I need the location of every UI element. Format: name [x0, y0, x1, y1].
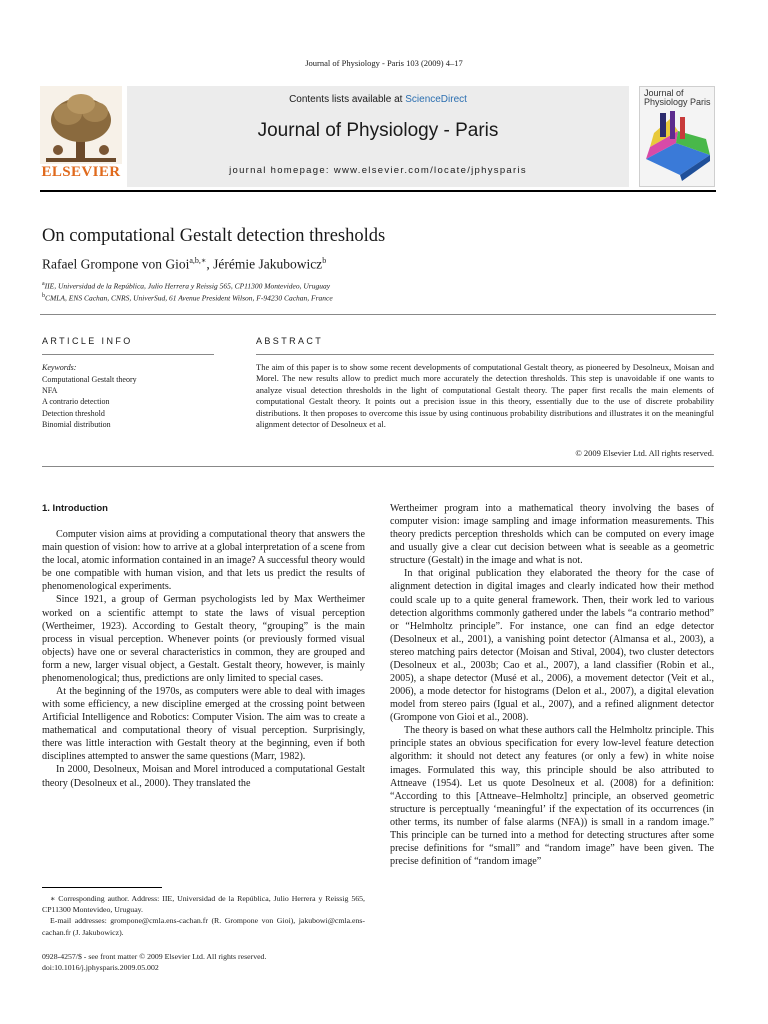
abstract-text: The aim of this paper is to show some recent developments of computational Gestalt theory, as pioneered by Desolneux, Moisan and Morel. The new results allow to predict much more accurately the detection thresholds. This step is unavoidable if one wants to analyze visual detection thresholds in the light of computational Gestalt theory. The paper first recalls the main elements of computational Gestalt theory. It points out a precision issue in this theory, essentially due to the use of discrete probability distributions. It then proposes to overcome this issue by using continuous probability distributions and illustrates it on the meaningful alignment detector of Desolneux et al. — [256, 362, 714, 430]
footnote-rule — [42, 887, 162, 888]
elsevier-wordmark: ELSEVIER — [41, 164, 121, 180]
author-separator: , — [206, 256, 214, 272]
doi-line[interactable]: doi:10.1016/j.jphysparis.2009.05.002 — [42, 963, 159, 973]
affiliation-b-mark: b — [42, 293, 45, 299]
paragraph: Wertheimer program into a mathematical theory involving the bases of computer vision: image sampling and image information measurements. This theory predicts perception thresholds which can be computed on every image and usually give a clear cut decision between what is seeable as a geometric structure (Gestalt) in the image and what is not. — [390, 503, 714, 567]
authors — [42, 256, 326, 273]
running-head: Journal of Physiology - Paris 103 (2009) 4–17 — [305, 58, 463, 68]
journal-title: Journal of Physiology - Paris — [257, 120, 499, 141]
affiliation-rule — [40, 314, 716, 315]
homepage-prefix: journal homepage: — [229, 165, 334, 176]
abstract-heading: ABSTRACT — [256, 336, 324, 346]
journal-homepage — [127, 165, 629, 176]
section-heading: 1. Introduction — [42, 503, 108, 514]
abstract-rule — [256, 354, 714, 355]
footnote-corresponding: ∗ Corresponding author. Address: IIE, Universidad de la República, Julio Herrera y Reissig 565, CP11300 Montevideo, Uruguay. — [42, 894, 365, 915]
cover-art-icon — [640, 109, 714, 187]
contents-line — [127, 94, 629, 105]
affiliation-a — [42, 281, 330, 291]
paragraph: The theory is based on what these authors call the Helmholtz principle. This principle states an obvious specification for every low-level feature detection algorithm: it should not detect any features (or only a few) in white noise images. Formulated this way, this principle should be also attributed to Attneave (1954). Let us quote Desolneux et al. (2008) for a definition: “According to this [Attneave–Helmholtz] principle, an observed geometric structure is perceptually ‘meaningful’ if the expectation of its occurrences (in other terms, its number of false alarms (NFA)) is small in a random image.” This principle can be turned into a method for detecting structures after some precise definitions for “small” and “random image” have been given. The precise definition of “random image” — [390, 725, 714, 868]
author-1[interactable]: Rafael Grompone von Gioi — [42, 256, 190, 272]
cover-title-line2: Physiology Paris — [644, 97, 711, 107]
keyword: Detection threshold — [42, 408, 105, 418]
cover-title — [644, 89, 711, 107]
article-info-rule — [42, 354, 214, 355]
contents-prefix: Contents lists available at — [289, 94, 406, 105]
paragraph: Since 1921, a group of German psychologists led by Max Wertheimer worked on a scientific attempt to state the laws of visual perception (Wertheimer, 1923). According to Gestalt theory, “grouping” is the main process in visual perception. Whenever points (or previously formed visual objects) have one or several characteristics in common, they are grouped and form a new, larger visual object, a Gestalt. Gestalt theory, however, is mainly phenomenological; thus, predictions are only limited to special cases. — [42, 594, 365, 684]
paragraph: At the beginning of the 1970s, as computers were able to deal with images with some efficiency, a new discipline emerged at the crossing point between Artificial Intelligence and Robotics: Computer Vision. The aim was to create a mathematical and computational theory of visual perception. Surprisingly, there was little interaction with Gestalt theory at the beginning, even if both disciplines attempted to answer the same questions (Marr, 1982). — [42, 686, 365, 763]
author-2-affil-mark: b — [322, 256, 327, 265]
affiliation-b-text: CMLA, ENS Cachan, CNRS, UniverSud, 61 Avenue President Wilson, F-94230 Cachan, France — [45, 293, 333, 303]
body-column-right — [390, 502, 714, 868]
keywords-list — [42, 374, 137, 430]
abstract-copyright: © 2009 Elsevier Ltd. All rights reserved. — [575, 448, 714, 458]
elsevier-logo[interactable] — [40, 86, 122, 187]
author-1-affil-mark: a,b,∗ — [189, 256, 207, 265]
affiliation-b — [42, 293, 333, 303]
author-2[interactable]: Jérémie Jakubowicz — [213, 256, 323, 272]
keywords-label: Keywords: — [42, 363, 77, 372]
article-info-heading: ARTICLE INFO — [42, 336, 133, 346]
abstract-bottom-rule — [42, 466, 714, 467]
issn-line: 0928-4257/$ - see front matter © 2009 Elsevier Ltd. All rights reserved. — [42, 952, 267, 961]
cover-title-line1: Journal of — [644, 88, 684, 98]
keyword: A contrario detection — [42, 397, 110, 407]
issn-block — [42, 951, 266, 973]
keyword: NFA — [42, 386, 58, 396]
article-title: On computational Gestalt detection thresholds — [42, 226, 386, 246]
paragraph: In that original publication they elaborated the theory for the case of alignment detection in digital images and clearly indicated how their method could scale up to a quite general framework. Then, their work led to various detection algorithms commonly gathered under the labels “a contrario method” or “Helmholtz principle”. For instance, one can find an edge detector (Desolneux et al., 2001), a vanishing point detector (Almansa et al., 2003), a stereo matching pairs detector (Moisan and Stival, 2004), two cluster detectors (Desolneux et al., 2003b; Cao et al., 2007), a land classifier (Robin et al., 2005), a shape detector (Musé et al., 2006), a movement detector (Veit et al., 2006), a mode detector for histograms (Delon et al., 2007), a digital elevation model from stereo pairs (Igual et al., 2007), and a refined alignment detector (Grompone von Gioi et al., 2008). — [390, 568, 714, 724]
keyword: Binomial distribution — [42, 419, 111, 429]
journal-cover-thumbnail[interactable] — [639, 86, 715, 187]
body-column-left — [42, 502, 365, 790]
masthead-rule — [40, 190, 716, 192]
footnote-emails[interactable]: E-mail addresses: grompone@cmla.ens-cachan.fr (R. Grompone von Gioi), jakubowi@cmla.ens-cachan.fr (J. Jakubowicz). — [42, 916, 365, 937]
sciencedirect-link[interactable]: ScienceDirect — [405, 94, 467, 105]
keyword: Computational Gestalt theory — [42, 375, 137, 384]
footnotes — [42, 893, 365, 938]
homepage-url[interactable]: www.elsevier.com/locate/jphysparis — [333, 165, 527, 176]
paragraph: Computer vision aims at providing a computational theory that answers the main question of vision: how to arrive at a global interpretation of a scene from the local, atomic information contained in an image? A successful theory would be one compatible with human vision, and that lets us predict the results of phenomenological experiments. — [42, 529, 365, 593]
affiliation-a-mark: a — [42, 281, 45, 287]
elsevier-tree-icon — [40, 86, 122, 164]
paragraph: In 2000, Desolneux, Moisan and Morel introduced a computational Gestalt theory (Desolneux et al., 2000). They translated the — [42, 764, 365, 789]
affiliation-a-text: IIE, Universidad de la República, Julio Herrera y Reissig 565, CP11300 Montevideo, Uruguay — [44, 281, 331, 291]
